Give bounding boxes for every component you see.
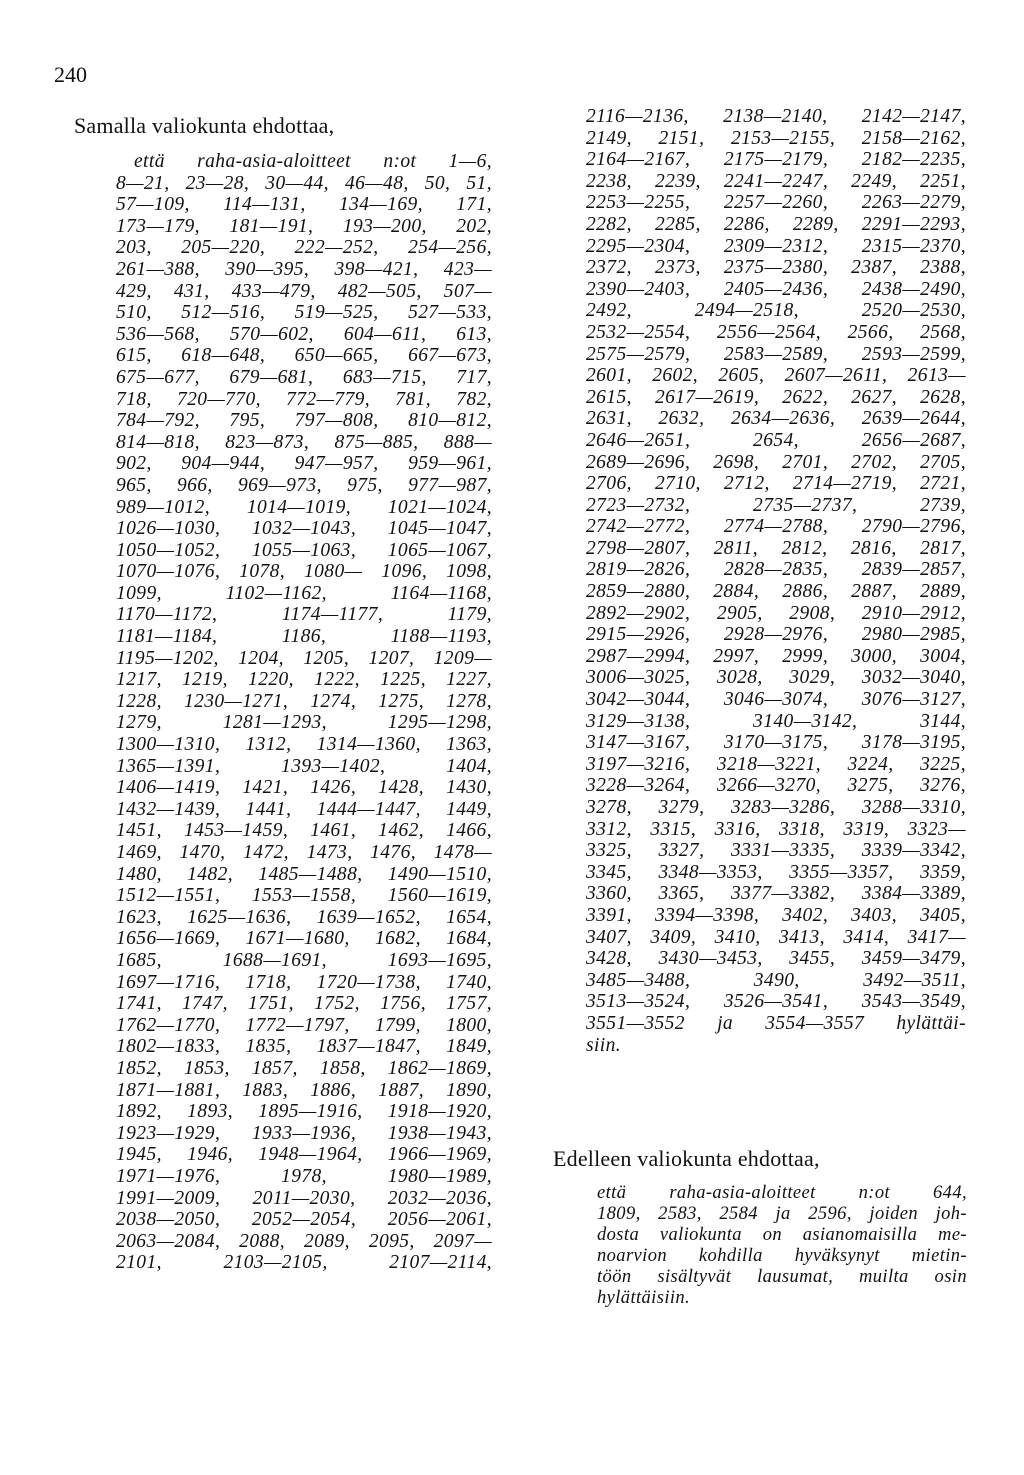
right-column-line: 2532—2554, 2556—2564, 2566, 2568, bbox=[586, 321, 966, 343]
right-column-line: siin. bbox=[586, 1034, 622, 1056]
left-column-line: 1945, 1946, 1948—1964, 1966—1969, bbox=[116, 1144, 492, 1166]
left-column-line: 1852, 1853, 1857, 1858, 1862—1869, bbox=[116, 1057, 492, 1079]
right-column-line: 2116—2136, 2138—2140, 2142—2147, bbox=[586, 106, 966, 127]
right-column-line: 2631, 2632, 2634—2636, 2639—2644, bbox=[586, 408, 966, 430]
right-column-line: 3325, 3327, 3331—3335, 3339—3342, bbox=[586, 840, 966, 862]
second-proposal-line: että raha-asia-aloitteet n:ot 644, bbox=[597, 1183, 967, 1203]
left-column-line: 1070—1076, 1078, 1080— 1096, 1098, bbox=[116, 561, 492, 583]
left-column-line: 989—1012, 1014—1019, 1021—1024, bbox=[116, 496, 492, 518]
right-column-line: 3428, 3430—3453, 3455, 3459—3479, bbox=[586, 948, 966, 970]
right-column-line: 2282, 2285, 2286, 2289, 2291—2293, bbox=[586, 213, 966, 235]
right-column-line: 2915—2926, 2928—2976, 2980—2985, bbox=[586, 624, 966, 646]
left-column-line: 1228, 1230—1271, 1274, 1275, 1278, bbox=[116, 690, 492, 712]
left-column-line: 203, 205—220, 222—252, 254—256, bbox=[116, 237, 492, 259]
right-column-line: 2742—2772, 2774—2788, 2790—2796, bbox=[586, 516, 966, 538]
right-column-line: 3278, 3279, 3283—3286, 3288—3310, bbox=[586, 797, 966, 818]
left-column-line: 1762—1770, 1772—1797, 1799, 1800, bbox=[116, 1014, 492, 1036]
left-column-line: 615, 618—648, 650—665, 667—673, bbox=[116, 345, 492, 367]
left-column-line: 1170—1172, 1174—1177, 1179, bbox=[116, 604, 492, 626]
right-column-line: 3391, 3394—3398, 3402, 3403, 3405, bbox=[586, 904, 966, 926]
left-column-line: 429, 431, 433—479, 482—505, 507— bbox=[116, 280, 492, 302]
left-column-line: 261—388, 390—395, 398—421, 423— bbox=[116, 258, 492, 280]
left-intro-text: Samalla valiokunta ehdottaa, bbox=[74, 113, 335, 138]
right-column-line: 3485—3488, 3490, 3492—3511, bbox=[586, 969, 966, 991]
left-column-line: 536—568, 570—602, 604—611, 613, bbox=[116, 323, 492, 345]
left-column-line: 510, 512—516, 519—525, 527—533, bbox=[116, 302, 492, 324]
second-intro-text: Edelleen valiokunta ehdottaa, bbox=[553, 1146, 820, 1171]
second-proposal-text bbox=[597, 1183, 967, 1309]
left-column-line: 675—677, 679—681, 683—715, 717, bbox=[116, 366, 492, 388]
right-column-line: 2238, 2239, 2241—2247, 2249, 2251, bbox=[586, 170, 966, 192]
right-column-line: 3042—3044, 3046—3074, 3076—3127, bbox=[586, 689, 966, 711]
right-column-line: 2892—2902, 2905, 2908, 2910—2912, bbox=[586, 602, 966, 624]
right-column-line: 2164—2167, 2175—2179, 2182—2235, bbox=[586, 149, 966, 171]
right-column-line: 3407, 3409, 3410, 3413, 3414, 3417— bbox=[586, 926, 966, 948]
left-column-line: 1406—1419, 1421, 1426, 1428, 1430, bbox=[116, 777, 492, 799]
right-column-line: 2149, 2151, 2153—2155, 2158—2162, bbox=[586, 127, 966, 149]
right-column-line: 2819—2826, 2828—2835, 2839—2857, bbox=[586, 559, 966, 581]
right-column-line: 3129—3138, 3140—3142, 3144, bbox=[586, 710, 966, 732]
left-column-line: 1026—1030, 1032—1043, 1045—1047, bbox=[116, 518, 492, 540]
second-proposal-line: noarvion kohdilla hyväksynyt mietin- bbox=[597, 1246, 967, 1266]
right-column-line: 3197—3216, 3218—3221, 3224, 3225, bbox=[586, 753, 966, 775]
right-column-line: 2723—2732, 2735—2737, 2739, bbox=[586, 494, 966, 516]
left-column-line: 1623, 1625—1636, 1639—1652, 1654, bbox=[116, 906, 492, 928]
left-column-line: 1741, 1747, 1751, 1752, 1756, 1757, bbox=[116, 993, 492, 1015]
left-column-line: 1365—1391, 1393—1402, 1404, bbox=[116, 755, 492, 777]
right-column-line: 2987—2994, 2997, 2999, 3000, 3004, bbox=[586, 645, 966, 667]
right-column-line: 2390—2403, 2405—2436, 2438—2490, bbox=[586, 278, 966, 300]
left-column-line: 1802—1833, 1835, 1837—1847, 1849, bbox=[116, 1036, 492, 1058]
right-column-line: 2295—2304, 2309—2312, 2315—2370, bbox=[586, 235, 966, 257]
left-column-line: 1217, 1219, 1220, 1222, 1225, 1227, bbox=[116, 669, 492, 691]
left-column-line: 1697—1716, 1718, 1720—1738, 1740, bbox=[116, 971, 492, 993]
right-column-line: 2601, 2602, 2605, 2607—2611, 2613— bbox=[586, 365, 966, 387]
left-column-line: 1099, 1102—1162, 1164—1168, bbox=[116, 582, 492, 604]
right-column-line: 2372, 2373, 2375—2380, 2387, 2388, bbox=[586, 257, 966, 279]
left-column-line: 1685, 1688—1691, 1693—1695, bbox=[116, 949, 492, 971]
left-column-numbers bbox=[116, 151, 492, 1274]
right-column-line: 3228—3264, 3266—3270, 3275, 3276, bbox=[586, 775, 966, 797]
right-column-line: 2615, 2617—2619, 2622, 2627, 2628, bbox=[586, 386, 966, 408]
left-column-line: 1181—1184, 1186, 1188—1193, bbox=[116, 626, 492, 648]
second-proposal-line: töön sisältyvät lausumat, muilta osin bbox=[597, 1267, 967, 1287]
left-column-line: 1300—1310, 1312, 1314—1360, 1363, bbox=[116, 734, 492, 756]
left-column-line: 902, 904—944, 947—957, 959—961, bbox=[116, 453, 492, 475]
left-column-line: 1656—1669, 1671—1680, 1682, 1684, bbox=[116, 928, 492, 950]
right-column-line: 3312, 3315, 3316, 3318, 3319, 3323— bbox=[586, 818, 966, 840]
right-column-line: 2798—2807, 2811, 2812, 2816, 2817, bbox=[586, 537, 966, 559]
left-column-line: 1195—1202, 1204, 1205, 1207, 1209— bbox=[116, 647, 492, 669]
left-column-line: 1050—1052, 1055—1063, 1065—1067, bbox=[116, 539, 492, 561]
right-column-line: 2575—2579, 2583—2589, 2593—2599, bbox=[586, 343, 966, 365]
left-column-line: 1923—1929, 1933—1936, 1938—1943, bbox=[116, 1122, 492, 1144]
page-number: 240 bbox=[54, 62, 87, 87]
left-column-line: 1892, 1893, 1895—1916, 1918—1920, bbox=[116, 1101, 492, 1123]
left-column-line: 173—179, 181—191, 193—200, 202, bbox=[116, 215, 492, 237]
right-column-line: 2646—2651, 2654, 2656—2687, bbox=[586, 429, 966, 451]
left-column-line: 1469, 1470, 1472, 1473, 1476, 1478— bbox=[116, 842, 492, 863]
right-column-line: 2492, 2494—2518, 2520—2530, bbox=[586, 300, 966, 322]
left-column-line: 1279, 1281—1293, 1295—1298, bbox=[116, 712, 492, 734]
left-column-line: 2063—2084, 2088, 2089, 2095, 2097— bbox=[116, 1230, 492, 1252]
left-column-line: 8—21, 23—28, 30—44, 46—48, 50, 51, bbox=[116, 172, 492, 194]
left-column-line: 1432—1439, 1441, 1444—1447, 1449, bbox=[116, 798, 492, 820]
right-column-line: 2689—2696, 2698, 2701, 2702, 2705, bbox=[586, 451, 966, 473]
second-proposal-line: dosta valiokunta on asianomaisilla me- bbox=[597, 1225, 967, 1245]
left-column-line: että raha-asia-aloitteet n:ot 1—6, bbox=[134, 151, 492, 172]
left-column-line: 784—792, 795, 797—808, 810—812, bbox=[116, 410, 492, 432]
left-column-line: 1871—1881, 1883, 1886, 1887, 1890, bbox=[116, 1079, 492, 1101]
left-column-line: 1451, 1453—1459, 1461, 1462, 1466, bbox=[116, 820, 492, 842]
right-column-line: 3360, 3365, 3377—3382, 3384—3389, bbox=[586, 883, 966, 905]
right-column-line: 3147—3167, 3170—3175, 3178—3195, bbox=[586, 732, 966, 754]
left-column-line: 718, 720—770, 772—779, 781, 782, bbox=[116, 388, 492, 410]
right-column-line: 2253—2255, 2257—2260, 2263—2279, bbox=[586, 192, 966, 214]
right-column-line: 3006—3025, 3028, 3029, 3032—3040, bbox=[586, 667, 966, 689]
left-column-line: 2101, 2103—2105, 2107—2114, bbox=[116, 1252, 492, 1274]
left-column-line: 965, 966, 969—973, 975, 977—987, bbox=[116, 474, 492, 496]
right-column-line: 3345, 3348—3353, 3355—3357, 3359, bbox=[586, 861, 966, 883]
left-column-line: 2038—2050, 2052—2054, 2056—2061, bbox=[116, 1209, 492, 1231]
left-column-line: 1480, 1482, 1485—1488, 1490—1510, bbox=[116, 863, 492, 885]
right-column-line: 3551—3552 ja 3554—3557 hylättäi- bbox=[586, 1012, 966, 1034]
right-column-line: 2706, 2710, 2712, 2714—2719, 2721, bbox=[586, 473, 966, 495]
left-column-line: 1971—1976, 1978, 1980—1989, bbox=[116, 1165, 492, 1187]
right-column-line: 2859—2880, 2884, 2886, 2887, 2889, bbox=[586, 581, 966, 603]
left-column-line: 814—818, 823—873, 875—885, 888— bbox=[116, 431, 492, 453]
left-column-line: 57—109, 114—131, 134—169, 171, bbox=[116, 194, 492, 216]
right-column-numbers bbox=[586, 106, 966, 1056]
left-column-line: 1991—2009, 2011—2030, 2032—2036, bbox=[116, 1187, 492, 1209]
left-column-line: 1512—1551, 1553—1558, 1560—1619, bbox=[116, 885, 492, 907]
second-proposal-line: hylättäisiin. bbox=[597, 1288, 691, 1308]
second-proposal-line: 1809, 2583, 2584 ja 2596, joiden joh- bbox=[597, 1204, 967, 1224]
right-column-line: 3513—3524, 3526—3541, 3543—3549, bbox=[586, 991, 966, 1013]
